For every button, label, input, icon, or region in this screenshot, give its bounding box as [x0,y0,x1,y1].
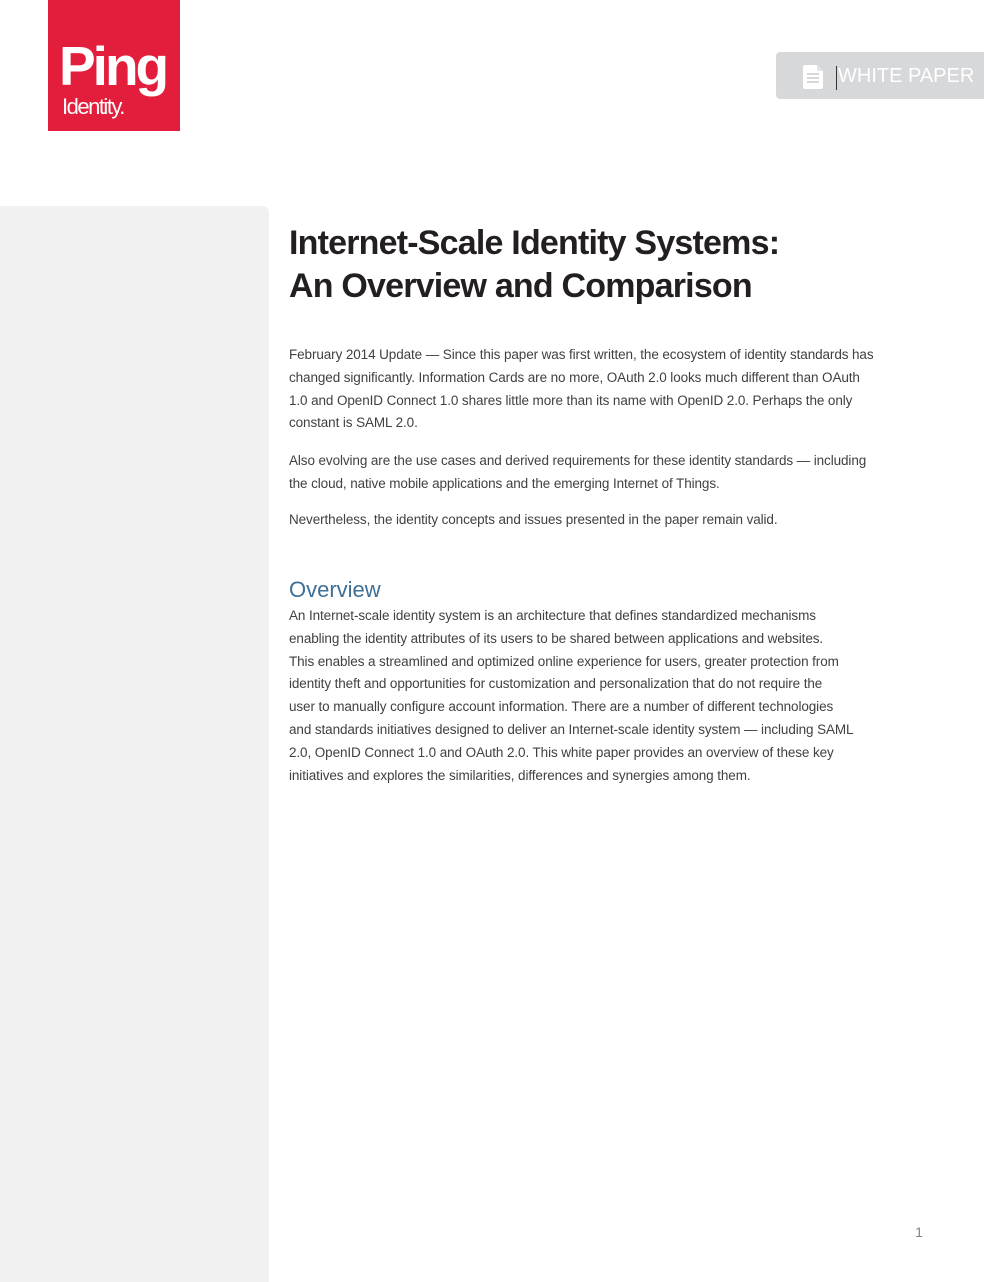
left-sidebar-panel [0,206,269,1282]
ping-identity-logo [48,0,180,131]
update-paragraph [289,344,874,435]
white-paper-label: WHITE PAPER [838,65,975,87]
text-line: 1.0 and OpenID Connect 1.0 shares little more than its name with OpenID 2.0. Perhaps the only [289,392,853,408]
logo-subwordmark: Identity. [62,94,124,119]
text-line: user to manually configure account information. There are a number of different technologies [289,699,834,715]
title-line: An Overview and Comparison [289,267,752,305]
text-line: enabling the identity attributes of its users to be shared between applications and websites. [289,630,824,646]
text-line: February 2014 Update — Since this paper was first written, the ecosystem of identity standards has [289,347,874,362]
text-line: initiatives and explores the similarities, differences and synergies among them. [289,767,751,783]
text-line: 2.0, OpenID Connect 1.0 and OAuth 2.0. This white paper provides an overview of these key [289,744,834,760]
white-paper-badge [776,52,984,99]
title-line: Internet-Scale Identity Systems: [289,224,780,262]
overview-paragraph [289,605,853,787]
overview-heading: Overview [289,577,381,602]
page-number: 1 [915,1224,923,1240]
text-line: and standards initiatives designed to deliver an Internet-scale identity system — including SAML [289,721,854,737]
document-icon [803,65,825,89]
text-line: An Internet-scale identity system is an architecture that defines standardized mechanisms [289,608,816,623]
logo-wordmark: Ping [59,35,167,97]
text-line: This enables a streamlined and optimized online experience for users, greater protection from [289,653,839,669]
text-line: identity theft and opportunities for customization and personalization that do not require the [289,676,823,692]
text-line: Nevertheless, the identity concepts and issues presented in the paper remain valid. [289,512,778,527]
evolving-paragraph [289,450,866,496]
text-line: changed significantly. Information Cards are no more, OAuth 2.0 looks much different than OAuth [289,369,860,385]
text-cursor [836,66,837,90]
page-title [289,222,929,308]
nevertheless-paragraph [289,509,778,532]
text-line: the cloud, native mobile applications and the emerging Internet of Things. [289,475,720,491]
text-line: constant is SAML 2.0. [289,415,418,431]
text-line: Also evolving are the use cases and derived requirements for these identity standards — including [289,453,867,468]
